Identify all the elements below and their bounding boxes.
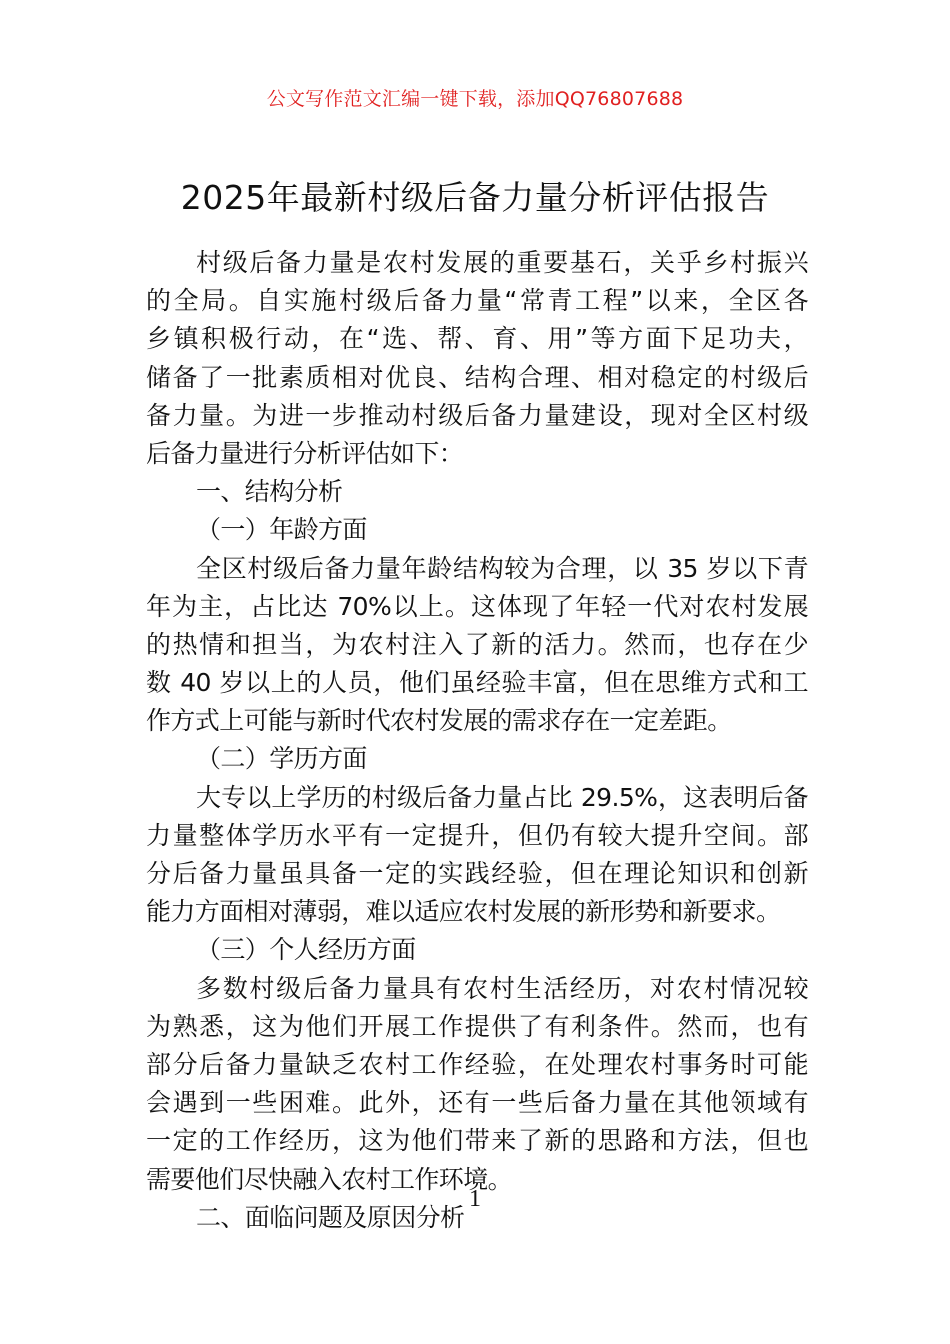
intro-paragraph-line: 后备力量进行分析评估如下： [146,438,464,468]
intro-paragraph-line: 村级后备力量是农村发展的重要基石，关乎乡村振兴 [196,248,808,277]
experience-paragraph-line: 多数村级后备力量具有农村生活经历，对农村情况较 [196,973,808,1003]
page-number: 1 [469,1186,481,1212]
experience-paragraph-line: 会遇到一些困难。此外，还有一些后备力量在其他领域有 [146,1088,808,1118]
section-heading-structure-analysis: 一、结构分析 [196,477,343,507]
experience-paragraph-line: 为熟悉，这为他们开展工作提供了有利条件。然而，也有 [146,1011,808,1041]
education-paragraph-line: 大专以上学历的村级后备力量占比 29.5%，这表明后备 [196,782,808,812]
intro-paragraph-line: 备力量。为进一步推动村级后备力量建设，现对全区村级 [146,400,808,430]
subsection-heading-education: （二）学历方面 [196,744,367,774]
age-paragraph-line: 的热情和担当，为农村注入了新的活力。然而，也存在少 [146,629,808,659]
experience-paragraph-line: 需要他们尽快融入农村工作环境。 [146,1164,513,1194]
age-paragraph-line: 年为主，占比达 70%以上。这体现了年轻一代对农村发展 [146,591,808,621]
intro-paragraph-line: 乡镇积极行动，在“选、帮、育、用”等方面下足功夫， [146,324,808,354]
document-title: 2025年最新村级后备力量分析评估报告 [180,178,770,217]
subsection-heading-age: （一）年龄方面 [196,515,367,545]
intro-paragraph-line: 储备了一批素质相对优良、结构合理、相对稳定的村级后 [146,362,808,392]
education-paragraph-line: 力量整体学历水平有一定提升，但仍有较大提升空间。部 [146,820,808,850]
education-paragraph-line: 能力方面相对薄弱，难以适应农村发展的新形势和新要求。 [146,897,781,927]
education-paragraph-line: 分后备力量虽具备一定的实践经验，但在理论知识和创新 [146,859,808,888]
subsection-heading-experience: （三）个人经历方面 [196,935,416,965]
download-notice: 公文写作范文汇编一键下载，添加QQ76807688 [266,88,684,110]
experience-paragraph-line: 一定的工作经历，这为他们带来了新的思路和方法，但也 [146,1126,808,1156]
age-paragraph-line: 数 40 岁以上的人员，他们虽经验丰富，但在思维方式和工 [146,668,808,698]
experience-paragraph-line: 部分后备力量缺乏农村工作经验，在处理农村事务时可能 [146,1049,808,1079]
intro-paragraph-line: 的全局。自实施村级后备力量“常青工程”以来，全区各 [146,286,808,316]
section-heading-problems-analysis: 二、面临问题及原因分析 [196,1202,465,1232]
age-paragraph-line: 全区村级后备力量年龄结构较为合理，以 35 岁以下青 [196,553,808,583]
age-paragraph-line: 作方式上可能与新时代农村发展的需求存在一定差距。 [146,706,732,736]
document-body [146,244,808,1237]
